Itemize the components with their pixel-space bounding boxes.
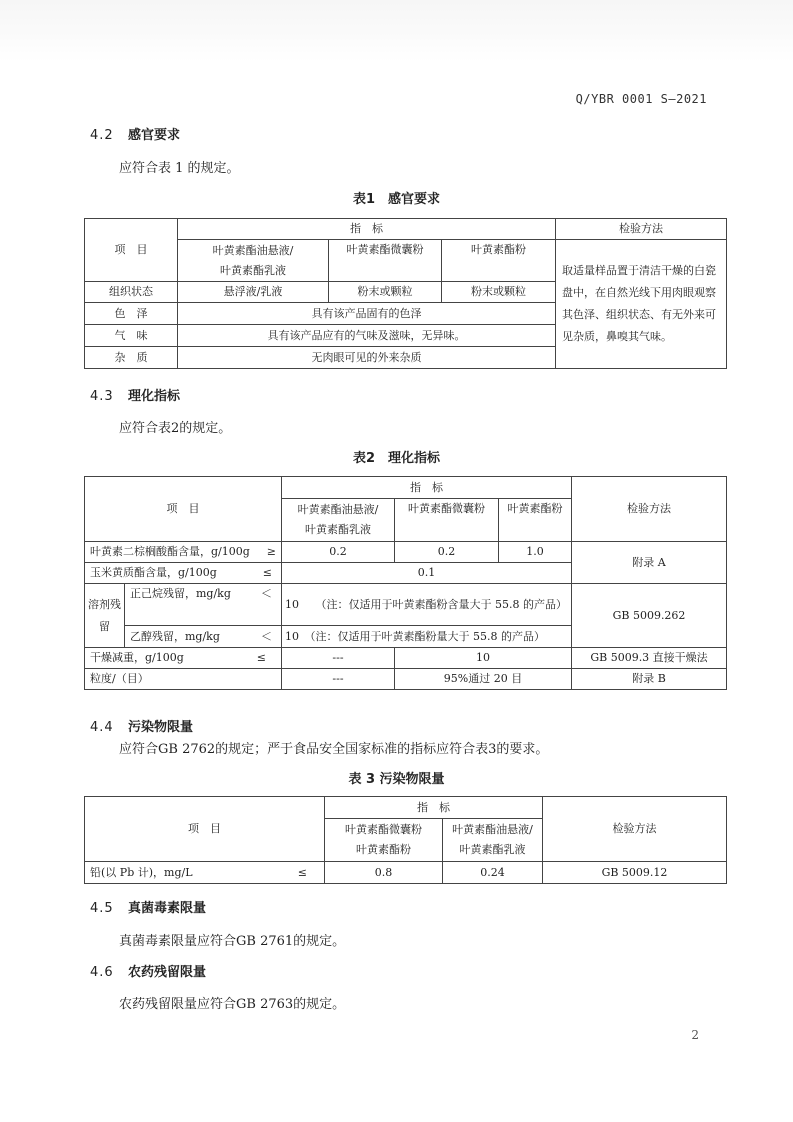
col-header-item: 项 目 <box>85 477 282 542</box>
subheader-microcapsule: 叶黄素酯微囊粉 <box>329 240 442 282</box>
cell-value: 粉末或颗粒 <box>442 282 556 303</box>
section-4-6-text: 农药残留限量应符合GB 2763的规定。 <box>119 997 346 1012</box>
subheader-oil-suspension: 叶黄素酯油悬液/ 叶黄素酯乳液 <box>282 499 395 542</box>
page-number: 2 <box>691 1028 699 1042</box>
section-4-3-heading <box>90 385 180 404</box>
row-label-drying-loss: 干燥减重，g/100g ≤ <box>85 648 282 669</box>
method-gb5009-12: GB 5009.12 <box>543 862 727 884</box>
row-label-texture: 组织状态 <box>85 282 178 303</box>
section-4-3-text: 应符合表2的规定。 <box>119 421 232 436</box>
section-number: 4.5 <box>90 901 114 916</box>
section-title: 感官要求 <box>128 128 181 143</box>
table-2-caption: 表2 理化指标 <box>352 451 441 466</box>
row-label-particle-size: 粒度/（目） <box>85 669 282 690</box>
col-header-method: 检验方法 <box>572 477 727 542</box>
method-description: 取适量样品置于清洁干燥的白瓷盘中，在自然光线下用肉眼观察其色泽、组织状态、有无外来可见杂质，鼻嗅其气味。 <box>556 240 727 369</box>
method-gb5009-3: GB 5009.3 直接干燥法 <box>572 648 727 669</box>
cell-value: 10 （注：仅适用于叶黄素酯粉含量大于 55.8 的产品） <box>282 584 572 626</box>
section-4-2-text: 应符合表 1 的规定。 <box>119 161 240 176</box>
subheader-microcapsule-powder: 叶黄素酯微囊粉 叶黄素酯粉 <box>325 819 443 862</box>
col-header-indicator: 指 标 <box>178 219 556 240</box>
cell-value: --- <box>282 648 395 669</box>
cell-value: 0.2 <box>395 542 499 563</box>
cell-value: --- <box>282 669 395 690</box>
row-label-smell: 气 味 <box>85 325 178 347</box>
cell-value: 0.24 <box>443 862 543 884</box>
cell-value: 95%通过 20 目 <box>395 669 572 690</box>
table-3-caption: 表 3 污染物限量 <box>348 772 445 787</box>
row-label-impurity: 杂 质 <box>85 347 178 369</box>
section-number: 4.6 <box>90 965 114 980</box>
row-label-zeaxanthin: 玉米黄质酯含量，g/100g ≤ <box>85 563 282 584</box>
cell-value: 10 （注：仅适用于叶黄素酯粉量大于 55.8 的产品） <box>282 626 572 648</box>
row-label-lutein-dipalmitate: 叶黄素二棕榈酸酯含量，g/100g ≥ <box>85 542 282 563</box>
col-header-method: 检验方法 <box>543 797 727 862</box>
row-label-solvent-residue: 溶剂残留 <box>85 584 125 648</box>
section-title: 理化指标 <box>128 389 181 404</box>
subheader-powder: 叶黄素酯粉 <box>499 499 572 542</box>
cell-value: 0.8 <box>325 862 443 884</box>
row-label-color: 色 泽 <box>85 303 178 325</box>
subheader-powder: 叶黄素酯粉 <box>442 240 556 282</box>
section-number: 4.4 <box>90 720 114 735</box>
section-4-5-text: 真菌毒素限量应符合GB 2761的规定。 <box>119 934 346 949</box>
subheader-oil-suspension: 叶黄素酯油悬液/ 叶黄素酯乳液 <box>178 240 329 282</box>
cell-value: 具有该产品固有的色泽 <box>178 303 556 325</box>
table-2-physicochemical <box>84 476 727 690</box>
col-header-item: 项 目 <box>85 219 178 282</box>
section-title: 真菌毒素限量 <box>128 901 207 916</box>
cell-value: 粉末或颗粒 <box>329 282 442 303</box>
cell-value: 1.0 <box>499 542 572 563</box>
col-header-indicator: 指 标 <box>282 477 572 499</box>
section-title: 农药残留限量 <box>128 965 207 980</box>
row-label-lead: 铅(以 Pb 计)，mg/L ≤ <box>85 862 325 884</box>
col-header-indicator: 指 标 <box>325 797 543 819</box>
cell-value: 无肉眼可见的外来杂质 <box>178 347 556 369</box>
cell-value: 具有该产品应有的气味及滋味，无异味。 <box>178 325 556 347</box>
cell-value: 0.1 <box>282 563 572 584</box>
cell-value: 悬浮液/乳液 <box>178 282 329 303</box>
method-appendix-b: 附录 B <box>572 669 727 690</box>
section-4-4-text: 应符合GB 2762的规定；严于食品安全国家标准的指标应符合表3的要求。 <box>119 742 549 757</box>
cell-value: 0.2 <box>282 542 395 563</box>
scan-top-band <box>0 0 793 62</box>
section-4-6-heading <box>90 961 206 980</box>
section-number: 4.3 <box>90 389 114 404</box>
section-4-4-heading <box>90 716 193 735</box>
document-code: Q/YBR 0001 S—2021 <box>575 92 707 106</box>
row-label-hexane: 正己烷残留，mg/kg ＜ <box>125 584 282 626</box>
section-number: 4.2 <box>90 128 114 143</box>
table-1-caption: 表1 感官要求 <box>352 192 441 207</box>
col-header-method: 检验方法 <box>556 219 727 240</box>
table-3-contaminants <box>84 796 727 884</box>
method-appendix-a: 附录 A <box>572 542 727 584</box>
method-gb5009-262: GB 5009.262 <box>572 584 727 648</box>
section-4-2-heading <box>90 124 180 143</box>
subheader-microcapsule: 叶黄素酯微囊粉 <box>395 499 499 542</box>
cell-value: 10 <box>395 648 572 669</box>
table-1-sensory <box>84 218 727 369</box>
col-header-item: 项 目 <box>85 797 325 862</box>
row-label-ethanol: 乙醇残留，mg/kg ＜ <box>125 626 282 648</box>
section-4-5-heading <box>90 897 206 916</box>
subheader-oil-suspension: 叶黄素酯油悬液/ 叶黄素酯乳液 <box>443 819 543 862</box>
section-title: 污染物限量 <box>128 720 194 735</box>
